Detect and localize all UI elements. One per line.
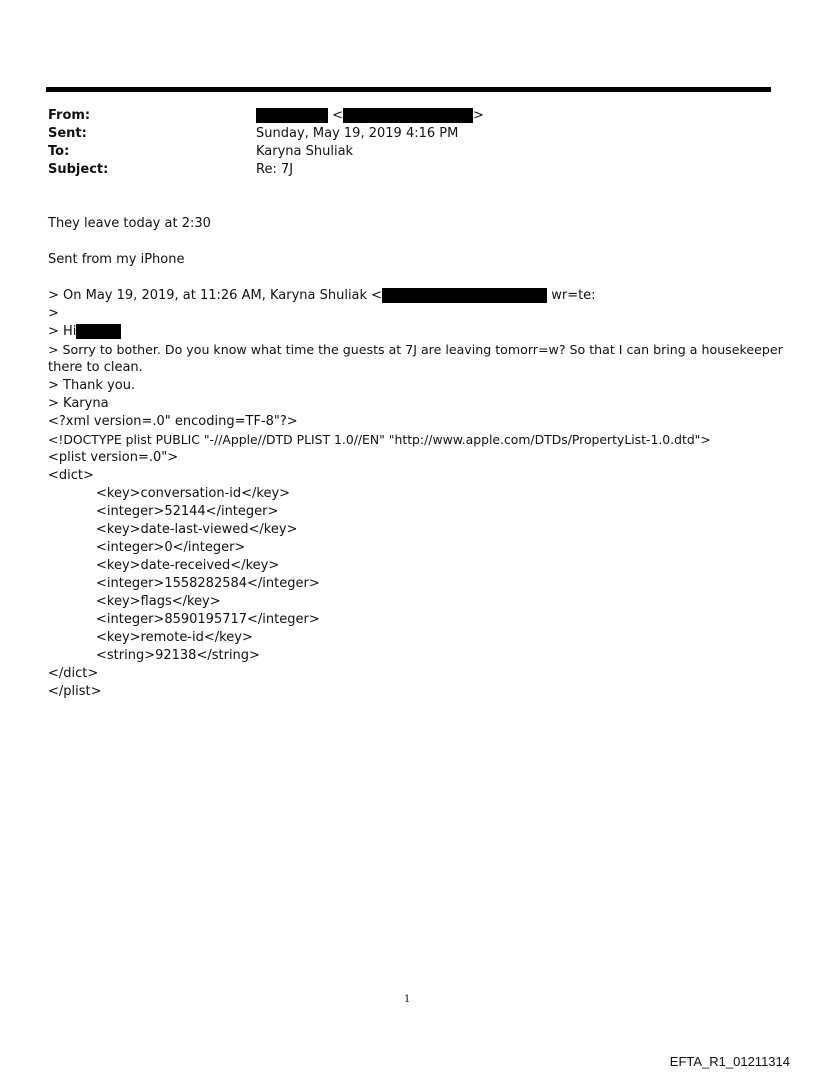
header-rule: [46, 87, 771, 92]
from-open-bracket: <: [332, 108, 344, 123]
plist-entry: <integer>1558282584</integer>: [96, 576, 320, 591]
sent-value: Sunday, May 19, 2019 4:16 PM: [256, 126, 459, 141]
quote-intro-text: > On May 19, 2019, at 11:26 AM, Karyna Shuliak <: [48, 288, 383, 303]
quote-thanks: > Thank you.: [48, 378, 136, 393]
xml-declaration: <?xml version=.0" encoding=TF-8"?>: [48, 414, 298, 429]
from-close-bracket: >: [473, 108, 484, 123]
quote-intro: [48, 287, 596, 305]
signature-line: Sent from my iPhone: [48, 252, 185, 267]
plist-entry: <string>92138</string>: [96, 648, 260, 663]
redaction-block: [343, 108, 473, 123]
redaction-block: [76, 324, 121, 339]
redaction-block: [256, 108, 328, 123]
dict-close: </dict>: [48, 666, 99, 681]
quote-hi-text: > Hi: [48, 324, 77, 339]
to-value: Karyna Shuliak: [256, 144, 354, 159]
page-number: 1: [404, 994, 411, 1005]
plist-entry: <integer>8590195717</integer>: [96, 612, 320, 627]
plist-close: </plist>: [48, 684, 102, 699]
subject-label: Subject:: [48, 162, 109, 177]
plist-entry: <key>flags</key>: [96, 594, 221, 609]
quote-greeting: [48, 323, 121, 341]
quote-blank: >: [48, 306, 59, 321]
plist-entry: <key>date-received</key>: [96, 558, 280, 573]
quote-signoff: > Karyna: [48, 396, 109, 411]
redaction-block: [382, 288, 547, 303]
document-id: EFTA_R1_01211314: [669, 1054, 790, 1069]
doctype-line: <!DOCTYPE plist PUBLIC "-//Apple//DTD PLIST 1.0//EN" "http://www.apple.com/DTDs/PropertyList-1.0.dtd">: [48, 432, 711, 447]
plist-entry: <integer>0</integer>: [96, 540, 246, 555]
from-value: [256, 107, 484, 125]
plist-entry: <key>conversation-id</key>: [96, 486, 291, 501]
to-label: To:: [48, 144, 70, 159]
plist-entry: <key>date-last-viewed</key>: [96, 522, 298, 537]
plist-open: <plist version=.0">: [48, 450, 179, 465]
sent-label: Sent:: [48, 126, 87, 141]
subject-value: Re: 7J: [256, 162, 294, 177]
dict-open: <dict>: [48, 468, 94, 483]
body-line: They leave today at 2:30: [48, 216, 211, 231]
from-label: From:: [48, 108, 91, 123]
quote-intro-tail: wr=te:: [547, 288, 596, 303]
quote-question-cont: there to clean.: [48, 360, 143, 375]
plist-entry: <key>remote-id</key>: [96, 630, 253, 645]
plist-entry: <integer>52144</integer>: [96, 504, 279, 519]
quote-question: > Sorry to bother. Do you know what time the guests at 7J are leaving tomorr=w? So that I can bring a housekeeper: [48, 342, 783, 357]
